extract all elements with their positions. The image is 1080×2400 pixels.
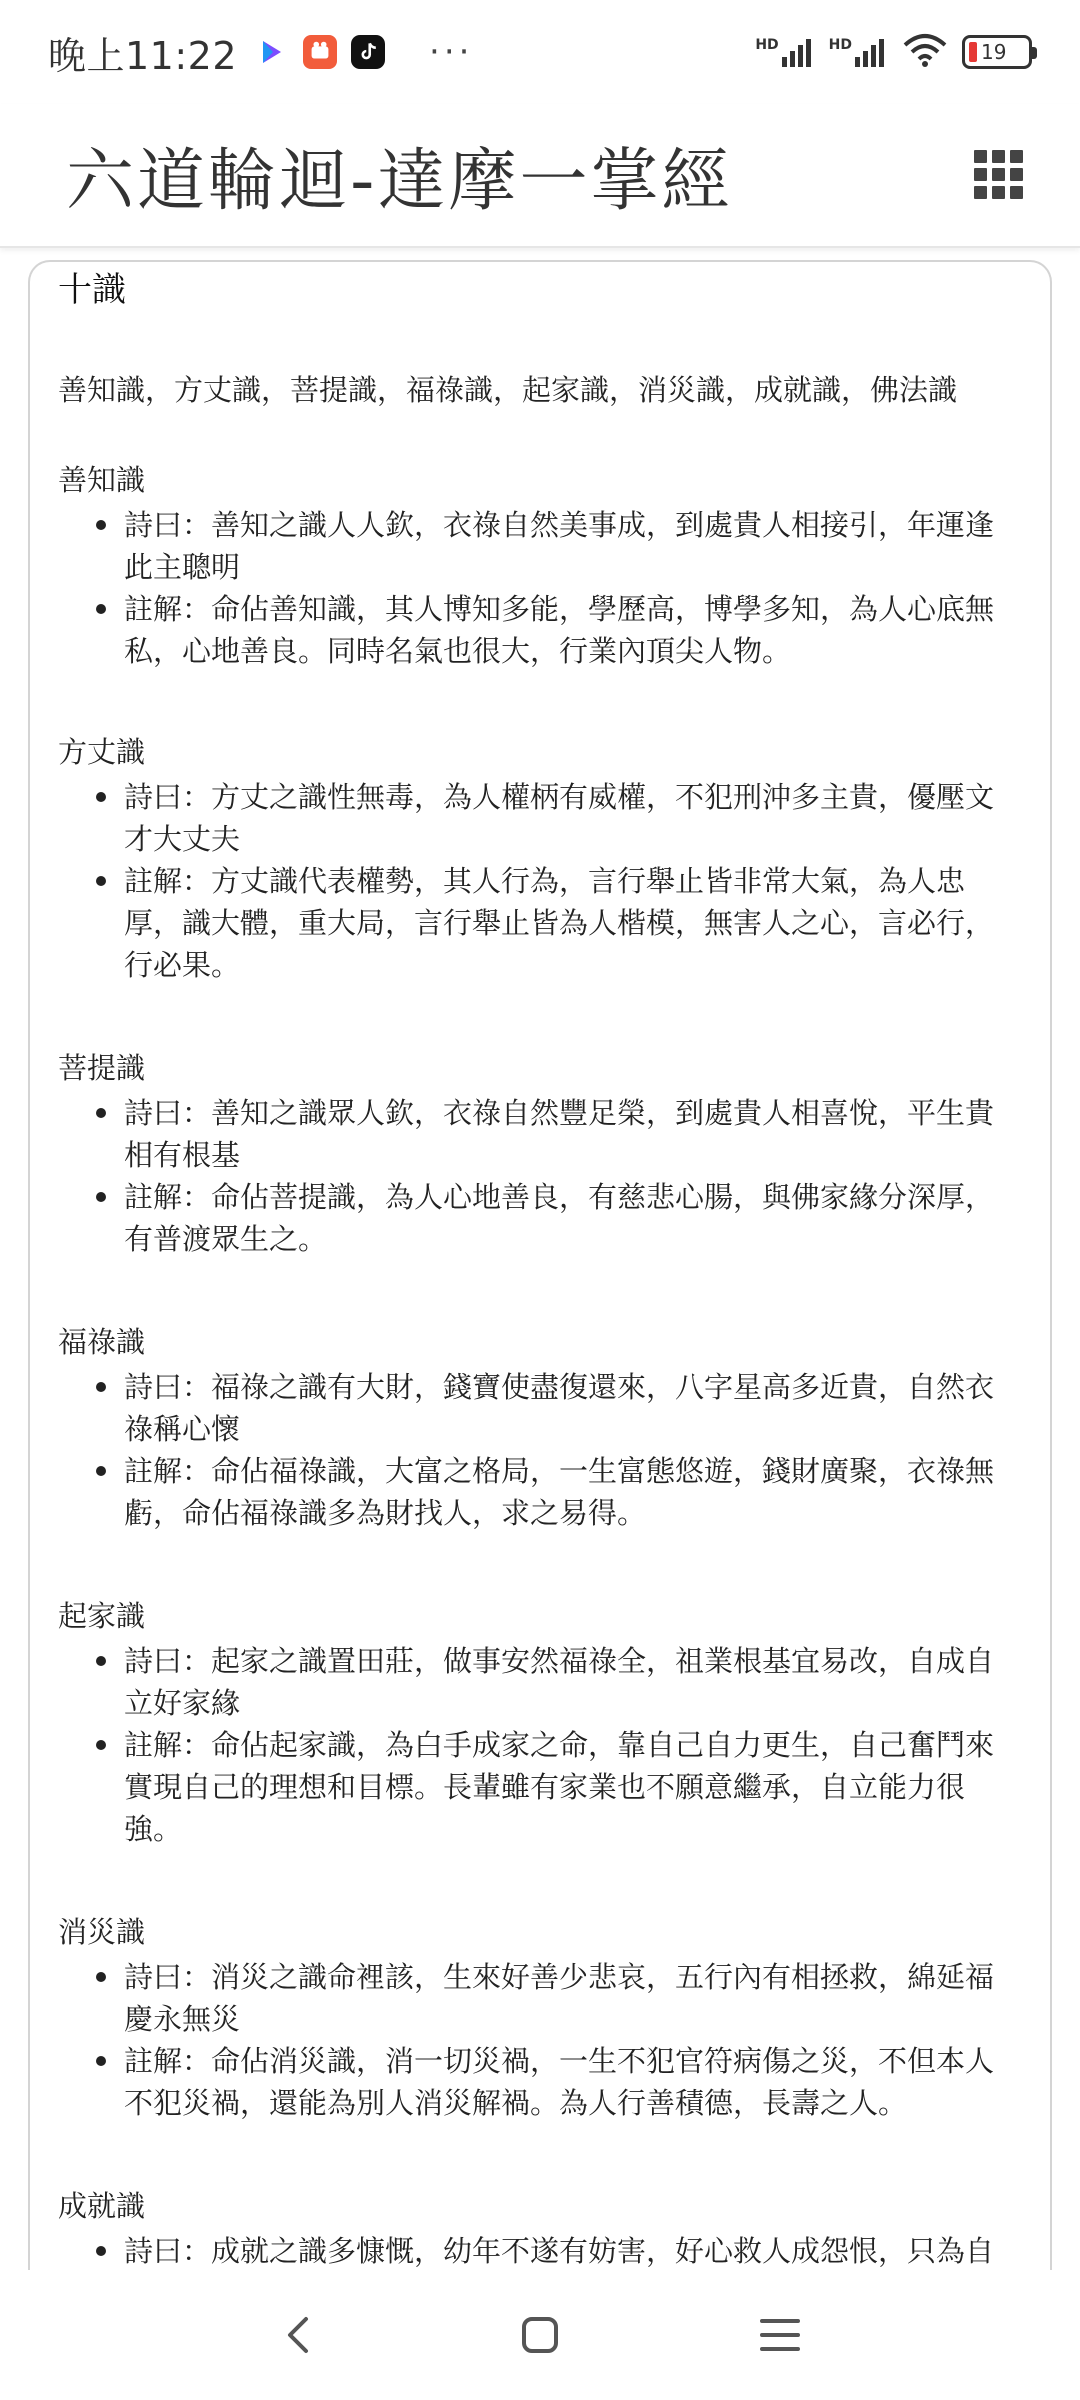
list-item-note: 註解：命佔福祿識，大富之格局，一生富態悠遊，錢財廣聚，衣祿無虧，命佔福祿識多為財找人，求之易得。 — [98, 1450, 1022, 1534]
section-title: 成就識 — [58, 2189, 146, 2223]
section-title: 方丈識 — [58, 735, 146, 769]
back-icon — [276, 2311, 324, 2359]
section-shanzhi — [58, 460, 1022, 672]
list-item-note: 註解：命佔消災識，消一切災禍，一生不犯官符病傷之災，不但本人不犯災禍，還能為別人消災解禍。為人行善積德，長壽之人。 — [98, 2040, 1022, 2124]
battery-icon — [962, 35, 1032, 69]
section-puti — [58, 1048, 1022, 1260]
section-xiaozai — [58, 1912, 1022, 2124]
section-title: 起家識 — [58, 1599, 146, 1633]
list-item-poem: 詩曰：方丈之識性無毒，為人權柄有威權，不犯刑沖多主貴，優壓文才大丈夫 — [98, 776, 1022, 860]
tiktok-icon — [351, 35, 385, 69]
content-card — [28, 260, 1052, 2270]
video-app-icon — [303, 35, 337, 69]
recent-apps-button[interactable] — [740, 2295, 820, 2375]
app-header — [0, 104, 1080, 248]
status-indicators — [755, 31, 1032, 73]
battery-level: 19 — [981, 40, 1007, 64]
list-item-poem: 詩曰：起家之識置田莊，做事安然福祿全，祖業根基宜易改，自成自立好家緣 — [98, 1640, 1022, 1724]
section-list — [58, 1956, 1022, 2124]
status-time: 晚上11:22 — [48, 33, 238, 78]
list-item-note: 註解：命佔起家識，為白手成家之命，靠自己自力更生，自己奮鬥來實現自己的理想和目標。長輩雖有家業也不願意繼承，自立能力很強。 — [98, 1724, 1022, 1850]
section-qijia — [58, 1596, 1022, 1850]
signal-label-1: HD — [755, 37, 779, 53]
section-fulu — [58, 1322, 1022, 1534]
list-item-poem: 詩曰：福祿之識有大財，錢寶使盡復還來，八字星高多近貴，自然衣祿稱心懷 — [98, 1366, 1022, 1450]
content-intro: 善知識，方丈識，菩提識，福祿識，起家識，消災識，成就識，佛法識 — [58, 373, 958, 407]
status-app-icons — [255, 32, 473, 72]
section-title: 消災識 — [58, 1915, 146, 1949]
signal-icon-1 — [755, 37, 814, 67]
signal-label-2: HD — [828, 37, 852, 53]
more-notifications-icon: ··· — [429, 32, 474, 72]
wifi-icon — [902, 31, 948, 73]
section-list — [58, 1366, 1022, 1534]
status-bar — [0, 0, 1080, 104]
page-title: 六道輪迴-達摩一掌經 — [66, 141, 733, 221]
list-item-note: 註解：方丈識代表權勢，其人行為，言行舉止皆非常大氣，為人忠厚，識大體，重大局，言行舉止皆為人楷模，無害人之心，言必行，行必果。 — [98, 860, 1022, 986]
signal-icon-2 — [829, 37, 888, 67]
section-fangzhang — [58, 732, 1022, 986]
section-list — [58, 1640, 1022, 1850]
list-item-poem: 詩曰：消災之識命裡該，生來好善少悲哀，五行內有相拯救，綿延福慶永無災 — [98, 1956, 1022, 2040]
list-item-note: 註解：命佔善知識，其人博知多能，學歷高，博學多知，為人心底無私，心地善良。同時名氣也很大，行業內頂尖人物。 — [98, 588, 1022, 672]
list-item-poem: 詩曰：善知之識人人欽，衣祿自然美事成，到處貴人相接引，年運逢此主聰明 — [98, 504, 1022, 588]
list-item-poem: 詩曰：成就之識多慷慨，幼年不遂有妨害，好心救人成怨恨，只為自 — [98, 2230, 1022, 2314]
section-title: 善知識 — [58, 463, 146, 497]
list-item-note: 註解：命佔菩提識，為人心地善良，有慈悲心腸，與佛家緣分深厚，有普渡眾生之。 — [98, 1176, 1022, 1260]
system-nav-bar — [0, 2270, 1080, 2400]
home-icon — [516, 2311, 564, 2359]
section-list — [58, 776, 1022, 986]
section-list — [58, 504, 1022, 672]
content-title: 十識 — [58, 270, 126, 310]
section-title: 菩提識 — [58, 1051, 146, 1085]
menu-icon — [756, 2311, 804, 2359]
section-list — [58, 1092, 1022, 1260]
section-title: 福祿識 — [58, 1325, 146, 1359]
grid-menu-icon[interactable] — [974, 150, 1024, 200]
back-button[interactable] — [260, 2295, 340, 2375]
home-button[interactable] — [500, 2295, 580, 2375]
list-item-poem: 詩曰：善知之識眾人欽，衣祿自然豐足榮，到處貴人相喜悅，平生貴相有根基 — [98, 1092, 1022, 1176]
play-store-icon — [255, 35, 289, 69]
battery-fill — [969, 42, 977, 62]
